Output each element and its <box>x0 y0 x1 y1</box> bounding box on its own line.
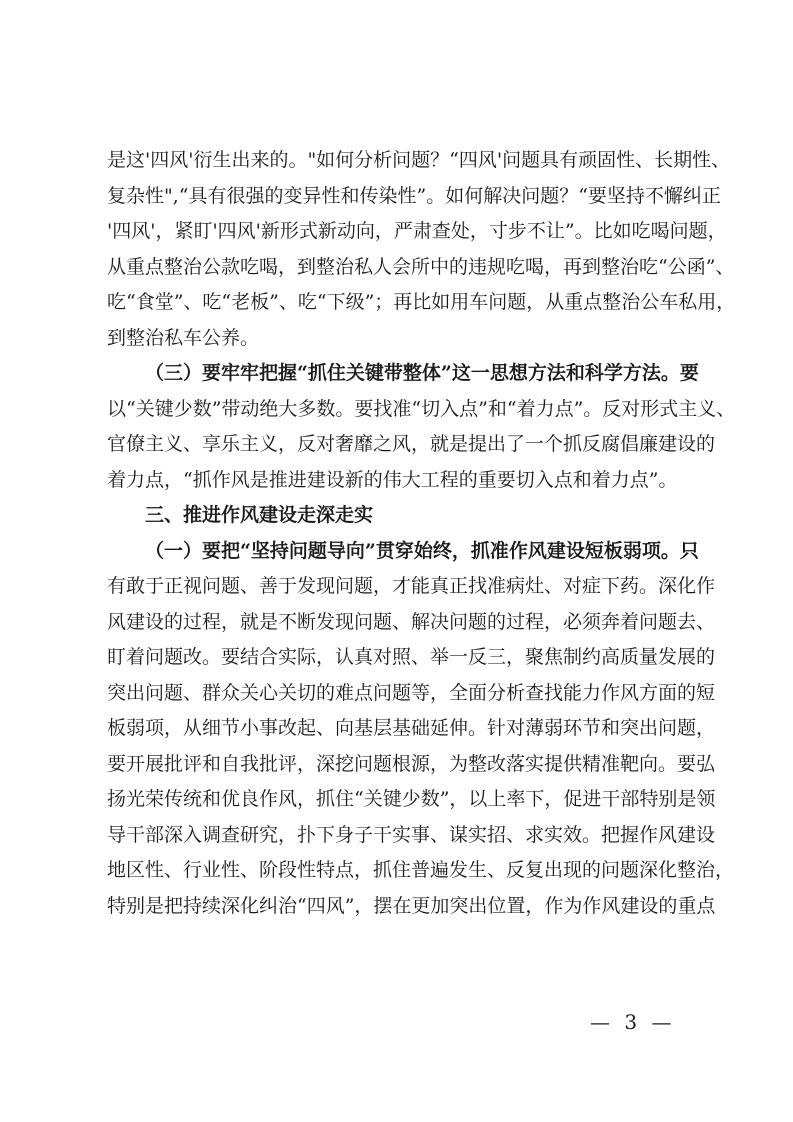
body-line: 官僚主义、享乐主义，反对奢靡之风，就是提出了一个抓反腐倡廉建设的 <box>107 433 716 455</box>
body-line: 以“关键少数”带动绝大多数。要找准“切入点”和“着力点”。反对形式主义、 <box>107 398 736 420</box>
body-line: 风建设的过程，就是不断发现问题、解决问题的过程，必须奔着问题去、 <box>107 611 716 633</box>
subsection-heading-3: （三）要牢牢把握“抓住关键带整体”这一思想方法和科学方法。要 <box>145 362 699 384</box>
subsection-heading-1: （一）要把“坚持问题导向”贯穿始终，抓准作风建设短板弱项。只 <box>145 540 699 562</box>
body-line: 着力点，“抓作风是推进建设新的伟大工程的重要切入点和着力点”。 <box>107 469 678 491</box>
body-line: 从重点整治公款吃喝，到整治私人会所中的违规吃喝，再到整治吃“公函”、 <box>107 256 735 278</box>
body-line: '四风'，紧盯'四风'新形式新动向，严肃查处，寸步不让”。比如吃喝问题， <box>107 220 727 242</box>
body-line: 到整治私车公养。 <box>107 327 260 349</box>
body-line: 有敢于正视问题、善于发现问题，才能真正找准病灶、对症下药。深化作 <box>107 575 716 597</box>
section-heading: 三、推进作风建设走深走实 <box>145 504 374 526</box>
body-line: 复杂性",“具有很强的变异性和传染性”。如何解决问题？“要坚持不懈纠正 <box>107 185 721 207</box>
body-line: 导干部深入调查研究，扑下身子干实事、谋实招、求实效。把握作风建设 <box>107 824 716 846</box>
body-line: 扬光荣传统和优良作风，抓住“关键少数”，以上率下，促进干部特别是领 <box>107 788 716 810</box>
body-line: 突出问题、群众关心关切的难点问题等，全面分析查找能力作风方面的短 <box>107 682 716 704</box>
body-line: 地区性、行业性、阶段性特点，抓住普遍发生、反复出现的问题深化整治， <box>107 859 735 881</box>
body-line: 吃“食堂”、吃“老板”、吃“下级”；再比如用车问题，从重点整治公车私用， <box>107 291 736 313</box>
body-line: 盯着问题改。要结合实际，认真对照、举一反三，聚焦制约高质量发展的 <box>107 646 716 668</box>
body-line: 是这'四风'衍生出来的。"如何分析问题？“四风'问题具有顽固性、长期性、 <box>107 149 731 171</box>
body-line: 要开展批评和自我批评，深挖问题根源，为整改落实提供精准靶向。要弘 <box>107 753 716 775</box>
body-line: 特别是把持续深化纠治“四风”，摆在更加突出位置，作为作风建设的重点 <box>107 895 716 917</box>
body-line: 板弱项，从细节小事改起、向基层基础延伸。针对薄弱环节和突出问题， <box>107 717 716 739</box>
page-number: — 3 — <box>590 1010 676 1034</box>
